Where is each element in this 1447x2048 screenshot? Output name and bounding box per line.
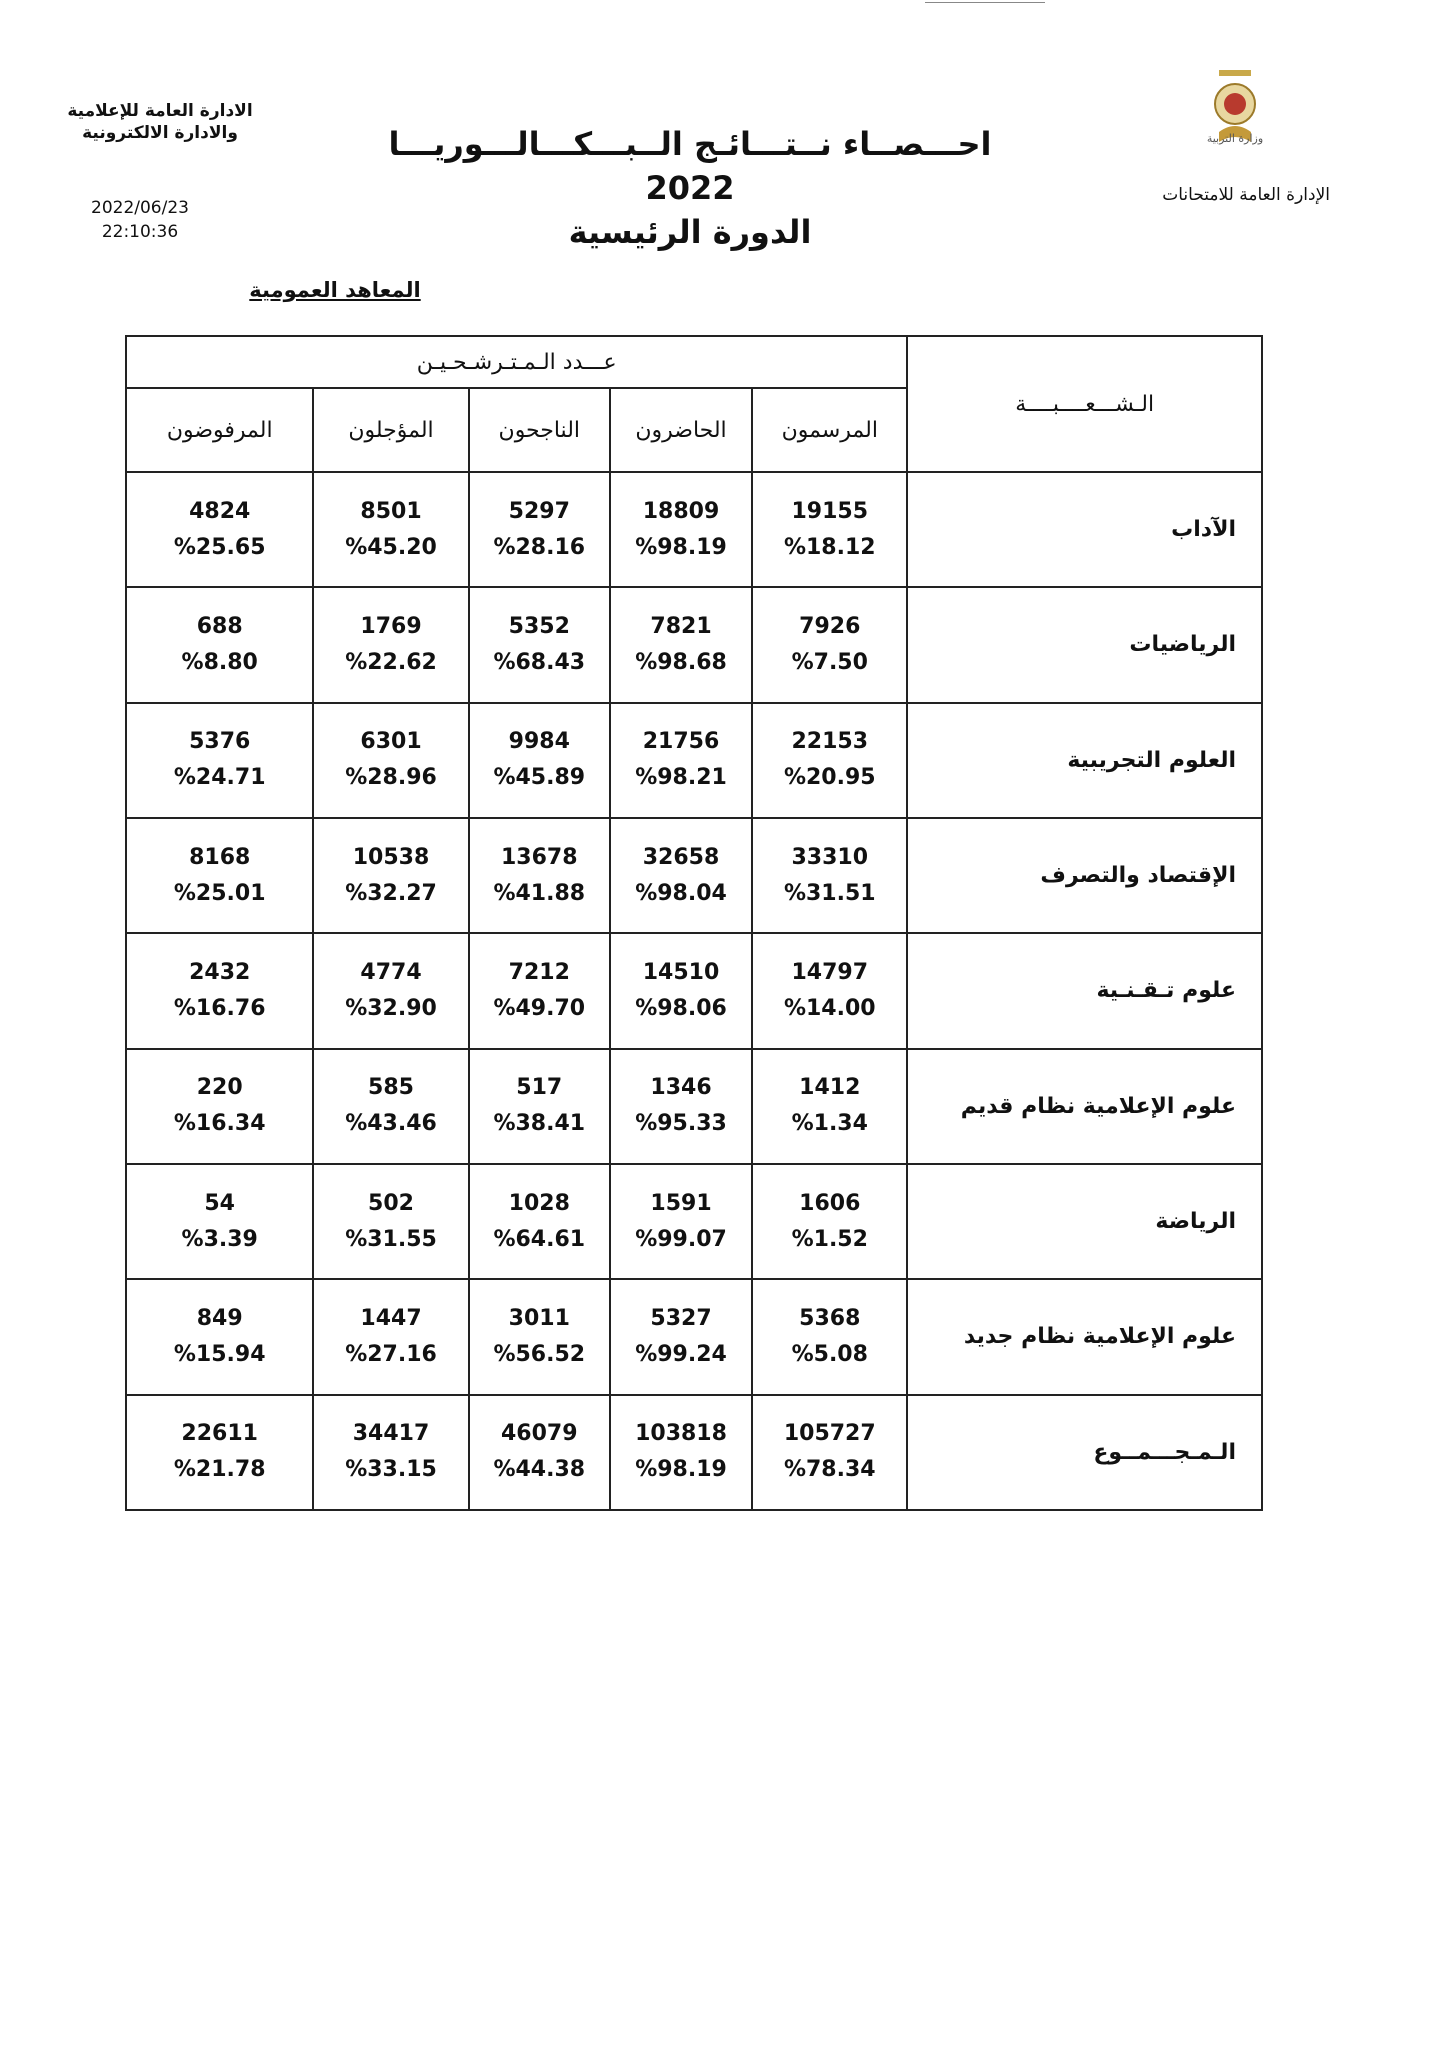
cell-registered xyxy=(752,1279,907,1394)
cell-count: 22611 xyxy=(181,1421,258,1447)
cell-count: 502 xyxy=(368,1190,414,1216)
cell-count: 10538 xyxy=(352,844,430,870)
cell-percent: %49.70 xyxy=(493,995,586,1021)
cell-passed xyxy=(469,1164,610,1279)
table-body xyxy=(126,472,1262,1510)
cell-present xyxy=(610,1395,752,1510)
branch-name: علوم تـقـنـية xyxy=(907,933,1262,1048)
branch-header: الـشـــعــــبــــة xyxy=(907,336,1262,472)
cell-present xyxy=(610,818,752,933)
branch-name: الآداب xyxy=(907,472,1262,587)
cell-passed xyxy=(469,1279,610,1394)
left-org-line2: والادارة الالكترونية xyxy=(82,123,238,143)
cell-percent: %28.16 xyxy=(493,534,586,560)
cell-percent: %21.78 xyxy=(173,1457,266,1483)
cell-deferred xyxy=(313,818,468,933)
cell-percent: %3.39 xyxy=(181,1226,258,1252)
cell-rejected xyxy=(126,818,313,933)
cell-registered xyxy=(752,1164,907,1279)
table-row xyxy=(126,1164,1262,1279)
cell-deferred xyxy=(313,933,468,1048)
branch-name: الرياضة xyxy=(907,1164,1262,1279)
col-header-registered: المرسمون xyxy=(752,388,907,472)
cell-count: 34417 xyxy=(352,1421,430,1447)
cell-percent: %99.07 xyxy=(635,1226,727,1252)
cell-percent: %25.01 xyxy=(173,880,266,906)
cell-present xyxy=(610,1279,752,1394)
left-org-line1: الادارة العامة للإعلامية xyxy=(67,101,253,121)
cell-count: 3011 xyxy=(508,1305,570,1331)
cell-count: 220 xyxy=(196,1075,243,1101)
cell-count: 13678 xyxy=(501,844,578,870)
cell-present xyxy=(610,472,752,587)
cell-rejected xyxy=(126,1395,313,1510)
date-text: 2022/06/23 xyxy=(91,198,189,218)
cell-percent: %18.12 xyxy=(783,534,876,560)
cell-count: 19155 xyxy=(791,498,869,524)
col-header-rejected: المرفوضون xyxy=(126,388,313,472)
cell-percent: %98.68 xyxy=(635,649,727,675)
cell-passed xyxy=(469,587,610,702)
cell-percent: %31.55 xyxy=(345,1226,437,1252)
cell-percent: %28.96 xyxy=(345,765,437,791)
cell-count: 9984 xyxy=(508,729,570,755)
cell-percent: %31.51 xyxy=(783,880,876,906)
title-line1: احـــصــاء نــتـــائـج الــبـــكـــالـــوريـــا 2022 xyxy=(388,125,992,207)
cell-percent: %95.33 xyxy=(635,1111,727,1137)
table-row xyxy=(126,1279,1262,1394)
cell-count: 7212 xyxy=(508,959,570,985)
cell-percent: %32.27 xyxy=(345,880,437,906)
timestamp xyxy=(80,196,200,244)
cell-passed xyxy=(469,1395,610,1510)
cell-count: 105727 xyxy=(783,1421,876,1447)
branch-name: علوم الإعلامية نظام جديد xyxy=(907,1279,1262,1394)
table-row xyxy=(126,933,1262,1048)
cell-percent: %15.94 xyxy=(173,1341,266,1367)
cell-count: 1447 xyxy=(360,1305,422,1331)
cell-percent: %22.62 xyxy=(345,649,437,675)
cell-count: 46079 xyxy=(501,1421,578,1447)
branch-name: الإقتصاد والتصرف xyxy=(907,818,1262,933)
time-text: 22:10:36 xyxy=(101,222,179,242)
cell-percent: %7.50 xyxy=(791,649,868,675)
col-header-deferred: المؤجلون xyxy=(313,388,468,472)
cell-count: 5368 xyxy=(799,1305,861,1331)
cell-percent: %38.41 xyxy=(493,1111,586,1137)
cell-percent: %14.00 xyxy=(783,995,876,1021)
cell-rejected xyxy=(126,703,313,818)
cell-count: 14510 xyxy=(642,959,720,985)
cell-count: 32658 xyxy=(642,844,720,870)
cell-registered xyxy=(752,1049,907,1164)
cell-deferred xyxy=(313,1049,468,1164)
cell-passed xyxy=(469,703,610,818)
cell-count: 7926 xyxy=(799,613,861,639)
cell-count: 1591 xyxy=(650,1190,712,1216)
right-dept-label: الإدارة العامة للامتحانات xyxy=(1162,185,1330,205)
cell-passed xyxy=(469,818,610,933)
cell-rejected xyxy=(126,472,313,587)
cell-percent: %98.21 xyxy=(635,765,727,791)
table-row xyxy=(126,587,1262,702)
cell-count: 1606 xyxy=(799,1190,861,1216)
cell-count: 7821 xyxy=(650,613,712,639)
cell-percent: %33.15 xyxy=(345,1457,437,1483)
page-title xyxy=(370,122,1010,254)
cell-registered xyxy=(752,933,907,1048)
cell-registered xyxy=(752,818,907,933)
title-line2: الدورة الرئيسية xyxy=(568,213,812,251)
cell-count: 1346 xyxy=(650,1075,712,1101)
cell-count: 1028 xyxy=(508,1190,570,1216)
table-row xyxy=(126,472,1262,587)
cell-count: 103818 xyxy=(635,1421,727,1447)
cell-percent: %45.20 xyxy=(345,534,437,560)
cell-passed xyxy=(469,472,610,587)
cell-percent: %1.52 xyxy=(791,1226,868,1252)
cell-rejected xyxy=(126,1279,313,1394)
cell-percent: %98.19 xyxy=(635,1457,727,1483)
cell-deferred xyxy=(313,472,468,587)
cell-percent: %64.61 xyxy=(493,1226,586,1252)
emblem-caption: وزارة التربية xyxy=(1206,132,1264,145)
cell-rejected xyxy=(126,933,313,1048)
candidates-group-header: عـــدد الـمـتـرشـحـيـن xyxy=(126,336,907,388)
table-row xyxy=(126,703,1262,818)
cell-count: 8168 xyxy=(189,844,251,870)
cell-passed xyxy=(469,1049,610,1164)
branch-name: الـمـجـــمــوع xyxy=(907,1395,1262,1510)
cell-percent: %1.34 xyxy=(791,1111,868,1137)
cell-passed xyxy=(469,933,610,1048)
cell-count: 2432 xyxy=(189,959,251,985)
table-row xyxy=(126,818,1262,933)
branch-name: العلوم التجريبية xyxy=(907,703,1262,818)
cell-count: 585 xyxy=(368,1075,414,1101)
cell-deferred xyxy=(313,1279,468,1394)
cell-count: 5327 xyxy=(650,1305,712,1331)
col-header-present: الحاضرون xyxy=(610,388,752,472)
cell-count: 21756 xyxy=(642,729,720,755)
cell-deferred xyxy=(313,1395,468,1510)
left-org-header xyxy=(60,100,260,144)
cell-count: 688 xyxy=(196,613,243,639)
cell-percent: %24.71 xyxy=(173,765,266,791)
cell-registered xyxy=(752,703,907,818)
cell-count: 517 xyxy=(516,1075,563,1101)
cell-percent: %20.95 xyxy=(783,765,876,791)
cell-percent: %16.34 xyxy=(173,1111,266,1137)
cell-percent: %32.90 xyxy=(345,995,437,1021)
cell-count: 5297 xyxy=(508,498,570,524)
cell-count: 18809 xyxy=(642,498,720,524)
cell-deferred xyxy=(313,703,468,818)
cell-percent: %99.24 xyxy=(635,1341,727,1367)
cell-present xyxy=(610,587,752,702)
branch-name: علوم الإعلامية نظام قديم xyxy=(907,1049,1262,1164)
cell-count: 849 xyxy=(196,1305,243,1331)
col-header-passed: الناجحون xyxy=(469,388,610,472)
cell-percent: %56.52 xyxy=(493,1341,586,1367)
table-row xyxy=(126,1049,1262,1164)
top-edge-rule xyxy=(925,2,1045,3)
cell-count: 22153 xyxy=(791,729,869,755)
cell-deferred xyxy=(313,1164,468,1279)
cell-count: 1412 xyxy=(799,1075,861,1101)
cell-percent: %43.46 xyxy=(345,1111,437,1137)
cell-count: 4774 xyxy=(360,959,422,985)
cell-count: 5352 xyxy=(508,613,570,639)
cell-percent: %98.06 xyxy=(635,995,727,1021)
cell-count: 33310 xyxy=(791,844,869,870)
cell-rejected xyxy=(126,1049,313,1164)
cell-percent: %44.38 xyxy=(493,1457,586,1483)
cell-percent: %78.34 xyxy=(783,1457,876,1483)
cell-count: 6301 xyxy=(360,729,422,755)
cell-count: 4824 xyxy=(189,498,251,524)
cell-registered xyxy=(752,472,907,587)
cell-rejected xyxy=(126,587,313,702)
cell-present xyxy=(610,703,752,818)
cell-count: 14797 xyxy=(791,959,869,985)
cell-percent: %8.80 xyxy=(181,649,258,675)
total-row xyxy=(126,1395,1262,1510)
cell-percent: %68.43 xyxy=(493,649,586,675)
cell-percent: %25.65 xyxy=(173,534,266,560)
cell-percent: %45.89 xyxy=(493,765,586,791)
cell-percent: %98.19 xyxy=(635,534,727,560)
cell-present xyxy=(610,933,752,1048)
cell-count: 8501 xyxy=(360,498,422,524)
cell-present xyxy=(610,1049,752,1164)
cell-percent: %16.76 xyxy=(173,995,266,1021)
cell-percent: %5.08 xyxy=(791,1341,868,1367)
cell-percent: %27.16 xyxy=(345,1341,437,1367)
cell-registered xyxy=(752,1395,907,1510)
cell-percent: %98.04 xyxy=(635,880,727,906)
cell-registered xyxy=(752,587,907,702)
header-row-group xyxy=(126,336,1262,388)
cell-count: 5376 xyxy=(189,729,251,755)
results-table xyxy=(125,335,1263,1511)
branch-name: الرياضيات xyxy=(907,587,1262,702)
cell-count: 1769 xyxy=(360,613,422,639)
cell-rejected xyxy=(126,1164,313,1279)
cell-deferred xyxy=(313,587,468,702)
cell-percent: %41.88 xyxy=(493,880,586,906)
cell-count: 54 xyxy=(204,1190,235,1216)
section-title: المعاهد العمومية xyxy=(249,278,421,302)
cell-present xyxy=(610,1164,752,1279)
